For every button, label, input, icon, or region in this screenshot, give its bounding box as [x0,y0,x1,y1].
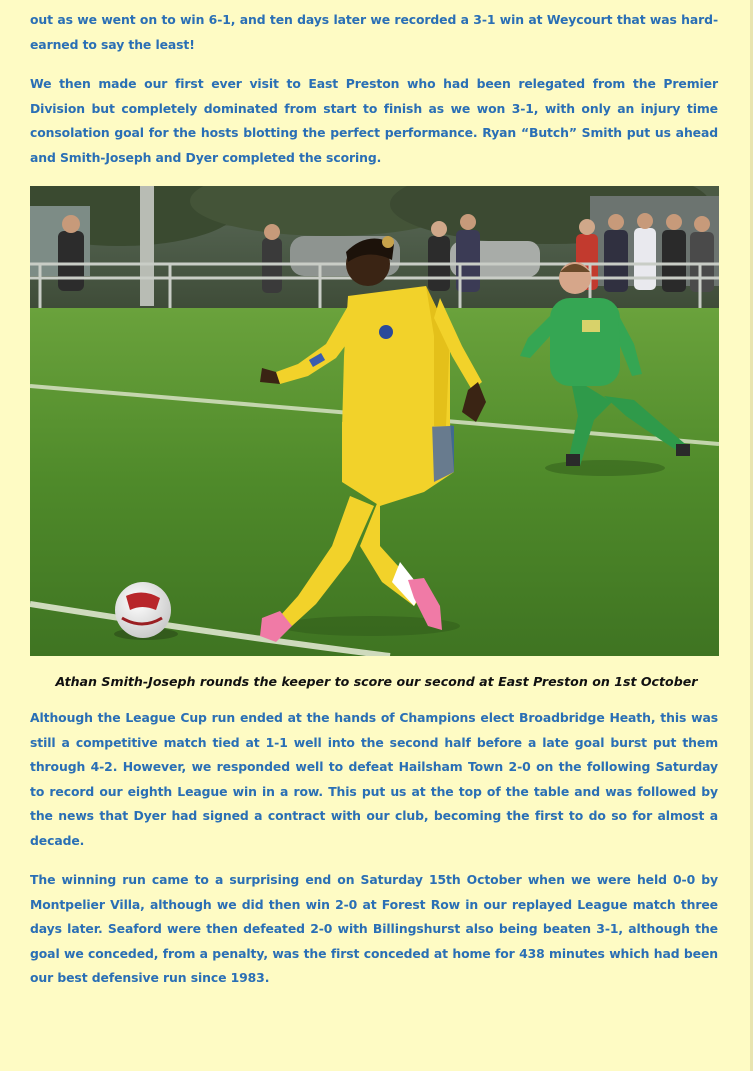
match-photo [30,186,719,656]
paragraph-east-preston: We then made our first ever visit to East Preston who had been relegated from the Premier Division but completely dominated from start to finish as we won 3-1, with only an injury time consolation goal for the hosts blotting the perfect performance. Ryan “Butch” Smith put us ahead and Smith-Joseph and Dyer completed the scoring. [30,76,718,165]
paragraph-winning-run: The winning run came to a surprising end on Saturday 15th October when we were held 0-0 by Montpelier Villa, although we did then win 2-0 at Forest Row in our replayed League match three days later. Seaford were then defeated 2-0 with Billingshurst also being beaten 3-1, although the goal we conceded, from a penalty, was the first conceded at home for 438 minutes which had been our best defensive run since 1983. [30,872,718,986]
paragraph-league-cup: Although the League Cup run ended at the hands of Champions elect Broadbridge Heath, this was still a competitive match tied at 1-1 well into the second half before a late goal burst put them through 4-2. However, we responded well to defeat Hailsham Town 2-0 on the following Saturday to record our eighth League win in a row. This put us at the top of the table and was followed by the news that Dyer had signed a contract with our club, becoming the first to do so for almost a decade. [30,710,718,848]
paragraph-intro: out as we went on to win 6-1, and ten days later we recorded a 3-1 win at Weycourt that was hard-earned to say the least! [30,12,718,52]
photo-caption: Athan Smith-Joseph rounds the keeper to score our second at East Preston on 1st October [55,674,698,689]
